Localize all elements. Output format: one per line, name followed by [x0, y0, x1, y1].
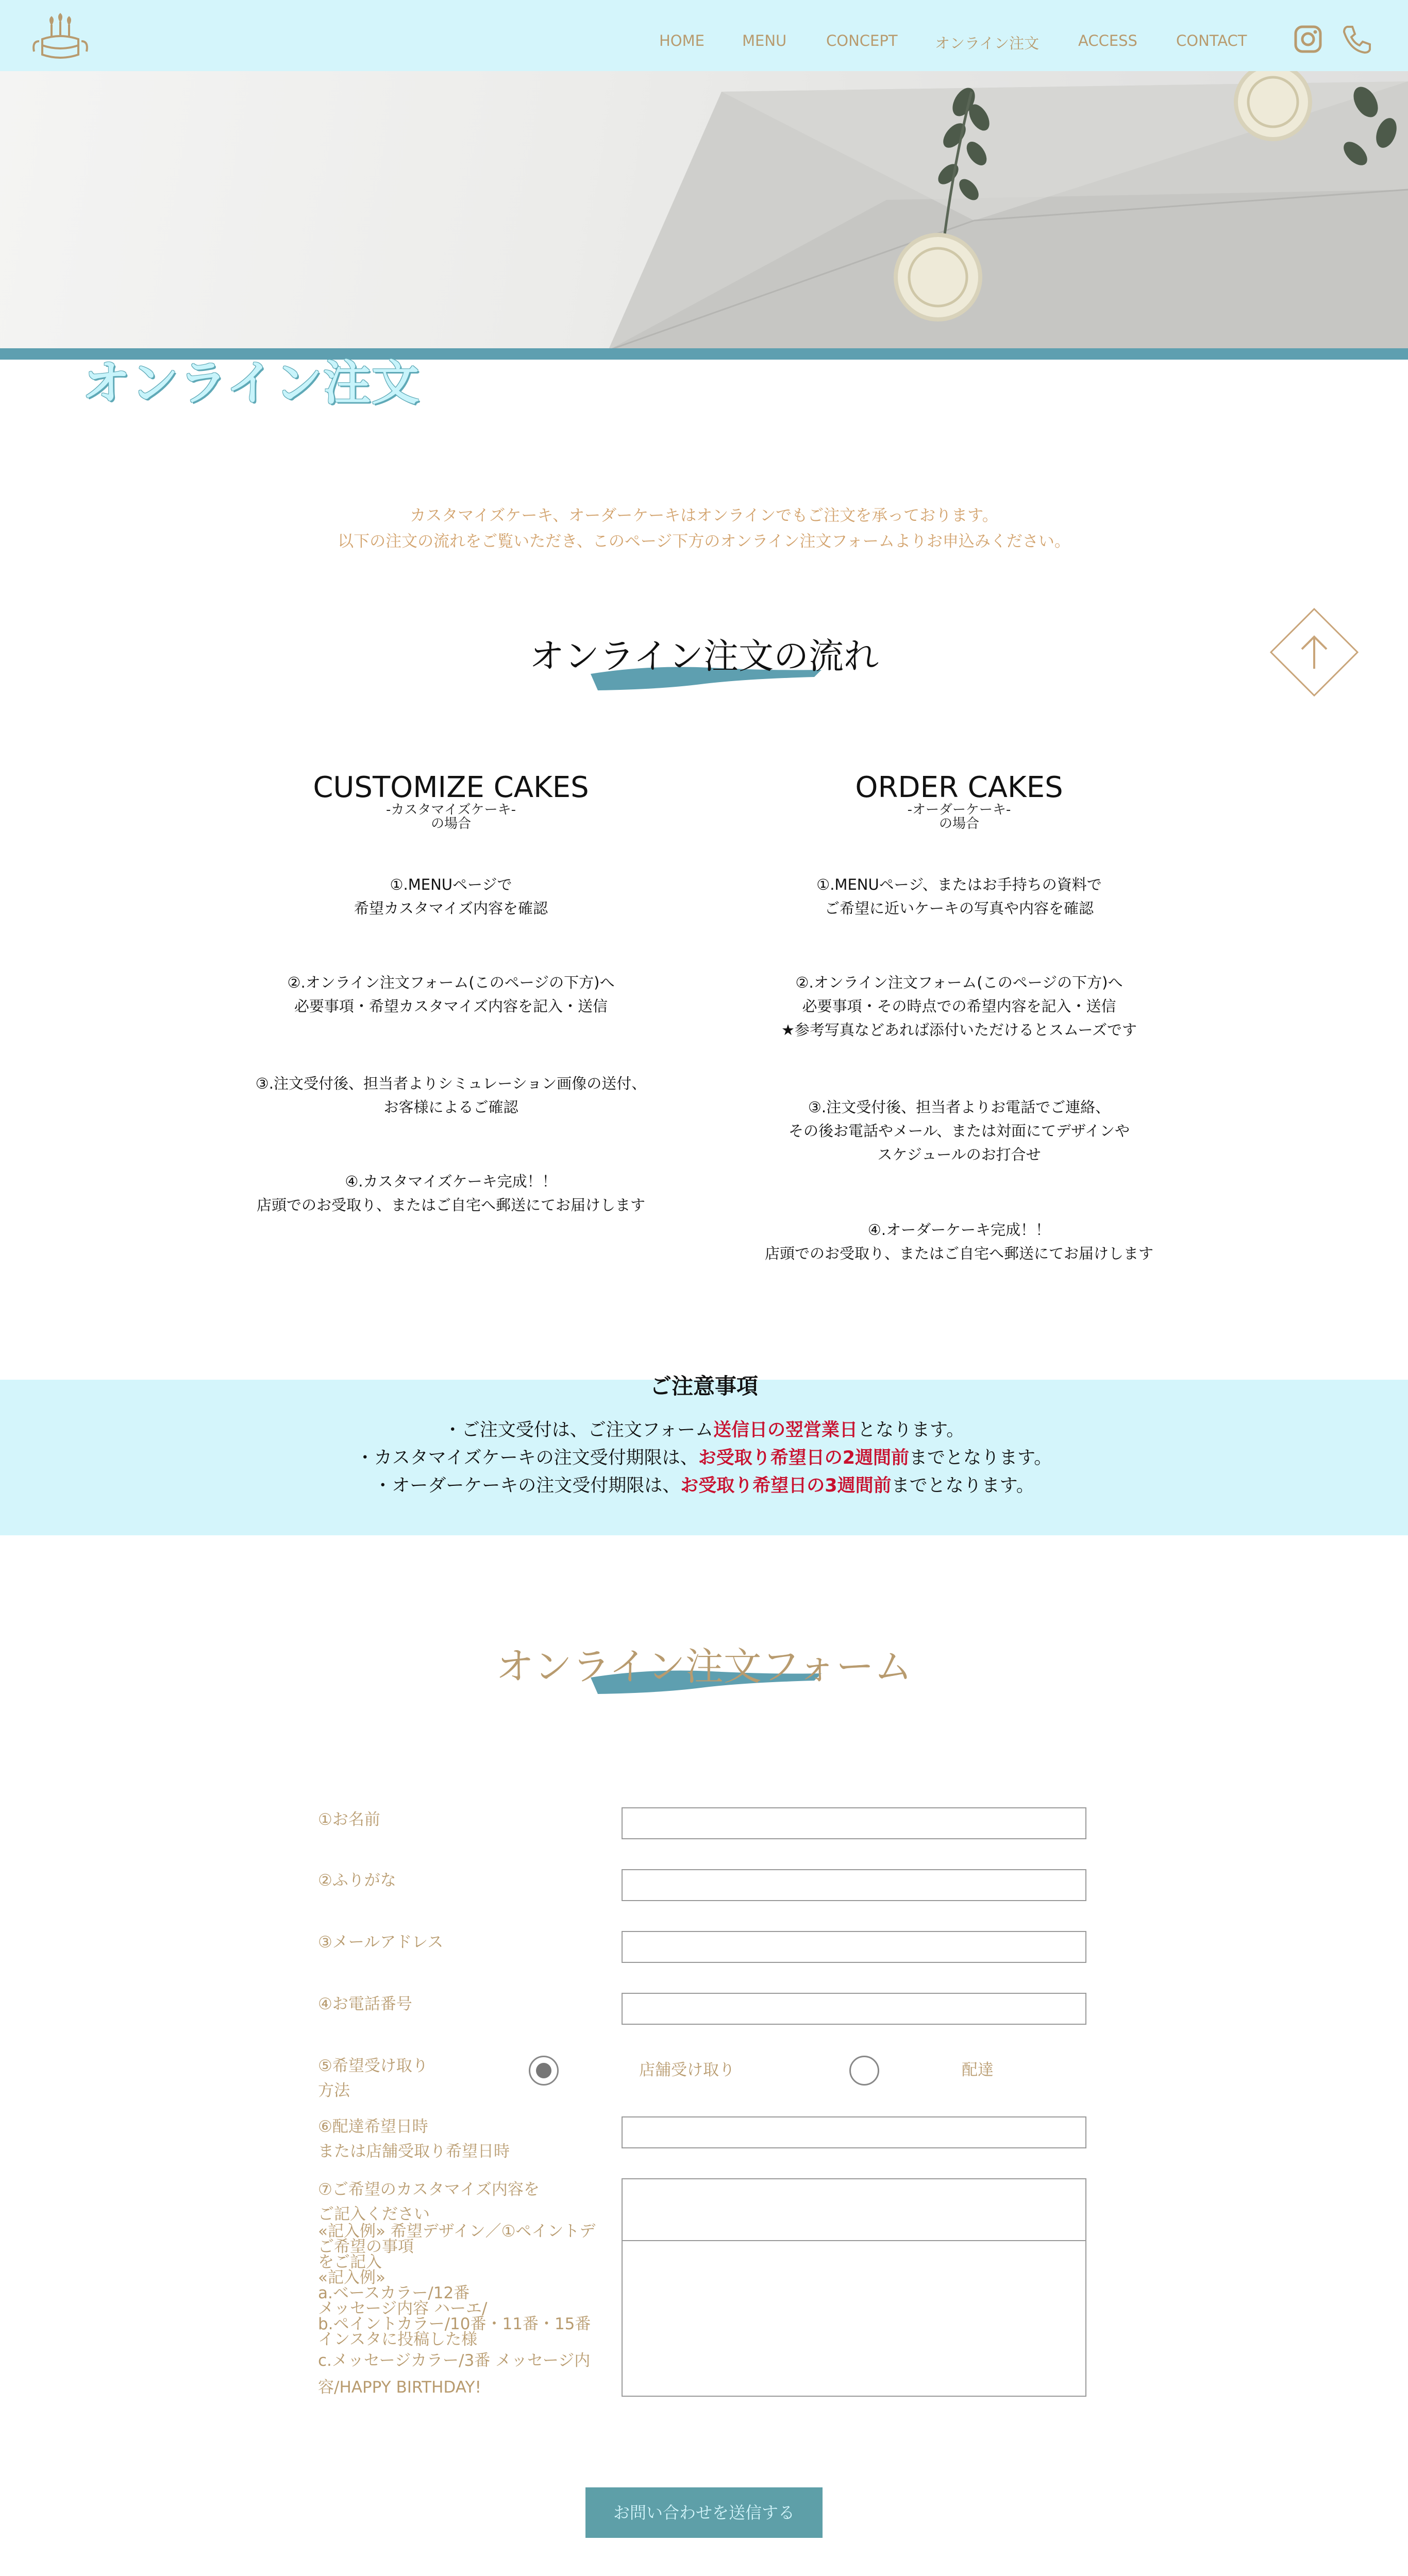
phone-input[interactable] — [622, 1993, 1086, 2025]
customize-step-2: ②.オンライン注文フォーム(このページの下方)へ 必要事項・希望カスタマイズ内容を記入・送信 — [287, 974, 615, 1015]
cake-logo-icon[interactable] — [27, 4, 94, 67]
notice-title: ご注意事項 — [649, 1374, 758, 1399]
intro-line-2: 以下の注文の流れをご覧いただき、このページ下方のオンライン注文フォームよりお申込みください。 — [338, 532, 1070, 551]
order-cakes-subtitle: -オーダーケーキ- — [907, 802, 1011, 818]
radio-delivery[interactable] — [849, 2056, 879, 2086]
flow-heading: オンライン注文の流れ — [529, 636, 879, 677]
receive-method-label: ⑤希望受け取り 方法 — [318, 2057, 428, 2100]
nav-online-order[interactable]: オンライン注文 — [935, 35, 1040, 52]
customize-content-textarea[interactable] — [622, 2178, 1086, 2397]
customize-step-3: ③.注文受付後、担当者よりシミュレーション画像の送付、 お客様によるご確認 — [255, 1075, 647, 1116]
phone-label: ④お電話番号 — [318, 1995, 412, 2013]
page-title: オンライン注文 — [82, 355, 421, 411]
customize-example-text: «記入例» 希望デザイン／①ペイントデ ご希望の事項 をご記入 «記入例» a.ベースカラー/12番 メッセージ内容 ハーエ/ b.ペイントカラー/10番・11番・15番 インスタに投稿した様 c.メッセージカラー/3番 メッセージ内 容/HAPPY BIRTHDAY! — [318, 2222, 596, 2397]
submit-button[interactable]: お問い合わせを送信する — [585, 2487, 823, 2538]
nav-contact[interactable]: CONTACT — [1176, 32, 1247, 49]
datetime-input[interactable] — [622, 2116, 1086, 2148]
name-input[interactable] — [622, 1807, 1086, 1839]
hero-image — [0, 71, 1408, 350]
notice-line-1: ・ご注文受付は、ご注文フォーム送信日の翌営業日となります。 — [443, 1420, 965, 1440]
customize-step-1: ①.MENUページで 希望カスタマイズ内容を確認 — [354, 876, 548, 917]
form-heading: オンライン注文フォーム — [495, 1645, 913, 1689]
phone-icon[interactable] — [1340, 24, 1371, 55]
order-step-4: ④.オーダーケーキ完成！！ 店頭でのお受取り、またはご自宅へ郵送にてお届けします — [764, 1221, 1153, 1262]
customize-cakes-title: CUSTOMIZE CAKES — [313, 771, 589, 804]
radio-delivery-label: 配達 — [962, 2061, 994, 2079]
nav-concept[interactable]: CONCEPT — [826, 32, 898, 49]
textarea-divider — [623, 2240, 1085, 2241]
notice-line-2: ・カスタマイズケーキの注文受付期限は、お受取り希望日の2週間前までとなります。 — [356, 1448, 1052, 1468]
arrow-up-icon — [1302, 637, 1327, 669]
intro-line-1: カスタマイズケーキ、オーダーケーキはオンラインでもご注文を承っております。 — [410, 506, 998, 525]
radio-pickup[interactable] — [529, 2056, 559, 2086]
back-to-top-button[interactable] — [1269, 607, 1360, 698]
instagram-icon[interactable] — [1293, 24, 1323, 55]
nav-home[interactable]: HOME — [659, 32, 705, 49]
email-input[interactable] — [622, 1931, 1086, 1963]
customize-content-label: ⑦ご希望のカスタマイズ内容を ご記入ください — [318, 2180, 540, 2224]
order-cakes-title: ORDER CAKES — [855, 771, 1063, 804]
radio-pickup-label: 店舗受け取り — [639, 2061, 735, 2079]
order-step-3: ③.注文受付後、担当者よりお電話でご連絡、 その後お電話やメール、または対面にてデザインや スケジュールのお打合せ — [788, 1098, 1130, 1163]
customize-cakes-subtitle: -カスタマイズケーキ- — [386, 802, 516, 818]
order-cakes-note: の場合 — [938, 816, 979, 832]
name-label: ①お名前 — [318, 1810, 380, 1829]
order-step-1: ①.MENUページ、またはお手持ちの資料で ご希望に近いケーキの写真や内容を確認 — [816, 876, 1102, 917]
furigana-input[interactable] — [622, 1869, 1086, 1901]
notice-line-3: ・オーダーケーキの注文受付期限は、お受取り希望日の3週間前までとなります。 — [374, 1476, 1034, 1496]
datetime-label: ⑥配達希望日時 または店舗受取り希望日時 — [318, 2117, 510, 2161]
radio-selected-dot — [536, 2063, 551, 2078]
email-label: ③メールアドレス — [318, 1933, 444, 1952]
customize-step-4: ④.カスタマイズケーキ完成！！ 店頭でのお受取り、またはご自宅へ郵送にてお届けします — [256, 1173, 645, 1214]
nav-menu[interactable]: MENU — [742, 32, 787, 49]
order-step-2: ②.オンライン注文フォーム(このページの下方)へ 必要事項・その時点での希望内容を記入・送信 ★参考写真などあれば添付いただけるとスムーズです — [781, 974, 1137, 1039]
nav-access[interactable]: ACCESS — [1078, 32, 1137, 49]
envelope-wax-seal-image — [0, 71, 1408, 350]
customize-cakes-note: の場合 — [430, 816, 471, 832]
furigana-label: ②ふりがな — [318, 1871, 396, 1890]
